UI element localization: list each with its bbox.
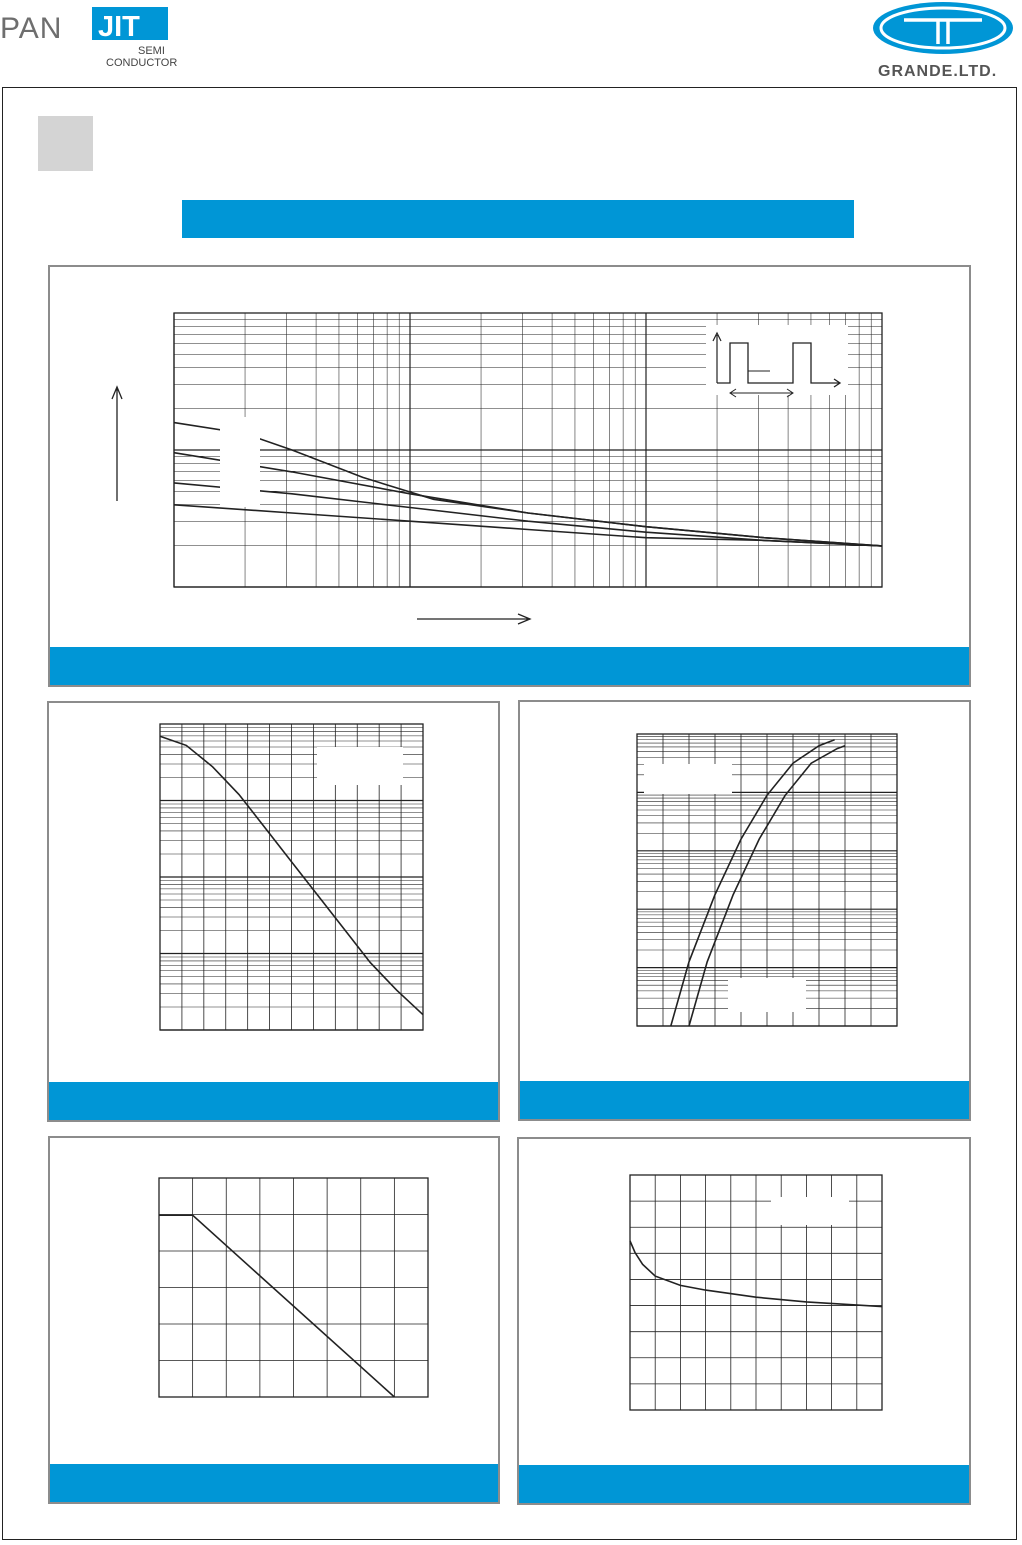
legend-box <box>771 1197 849 1225</box>
grande-emblem <box>873 2 1013 54</box>
y-axis-arrow <box>112 387 122 501</box>
logo-semi-text: SEMI <box>138 45 165 57</box>
chart-panel-1 <box>48 265 971 687</box>
legend-box-bottom <box>728 978 806 1012</box>
legend-box <box>317 747 403 785</box>
logo-conductor-text: CONDUCTOR <box>106 57 178 69</box>
chart-panel-2 <box>47 701 500 1122</box>
chart-4 <box>50 1138 502 1506</box>
x-axis-arrow <box>417 614 530 624</box>
curve-label-area <box>220 417 260 507</box>
series-line-4 <box>174 505 882 546</box>
panjit-logo <box>0 0 180 75</box>
series-line-3 <box>174 483 882 546</box>
page-title-bar <box>182 200 854 238</box>
series-line-2 <box>174 453 882 546</box>
section-marker <box>38 116 93 171</box>
chart-panel-4 <box>48 1136 500 1504</box>
inset-pulse-waveform <box>706 325 848 397</box>
logo-pan-text: PAN <box>0 12 63 45</box>
inset-box <box>706 325 848 395</box>
chart-5 <box>519 1139 973 1507</box>
series-line-1 <box>159 1215 394 1397</box>
caption-bar-4 <box>50 1464 498 1502</box>
caption-bar-2 <box>49 1082 498 1120</box>
chart-3 <box>520 702 973 1123</box>
series-line-1 <box>174 423 882 546</box>
caption-bar-1 <box>50 647 969 685</box>
caption-bar-5 <box>519 1465 969 1503</box>
chart-panel-5 <box>517 1137 971 1505</box>
chart-1 <box>50 267 973 689</box>
legend-box-top <box>644 764 732 794</box>
grande-text: GRANDE.LTD. <box>878 63 998 80</box>
caption-bar-3 <box>520 1081 969 1119</box>
chart-panel-3 <box>518 700 971 1121</box>
chart-2 <box>49 703 502 1124</box>
logo-jit-text: JIT <box>98 11 140 43</box>
grande-logo <box>864 0 1022 82</box>
